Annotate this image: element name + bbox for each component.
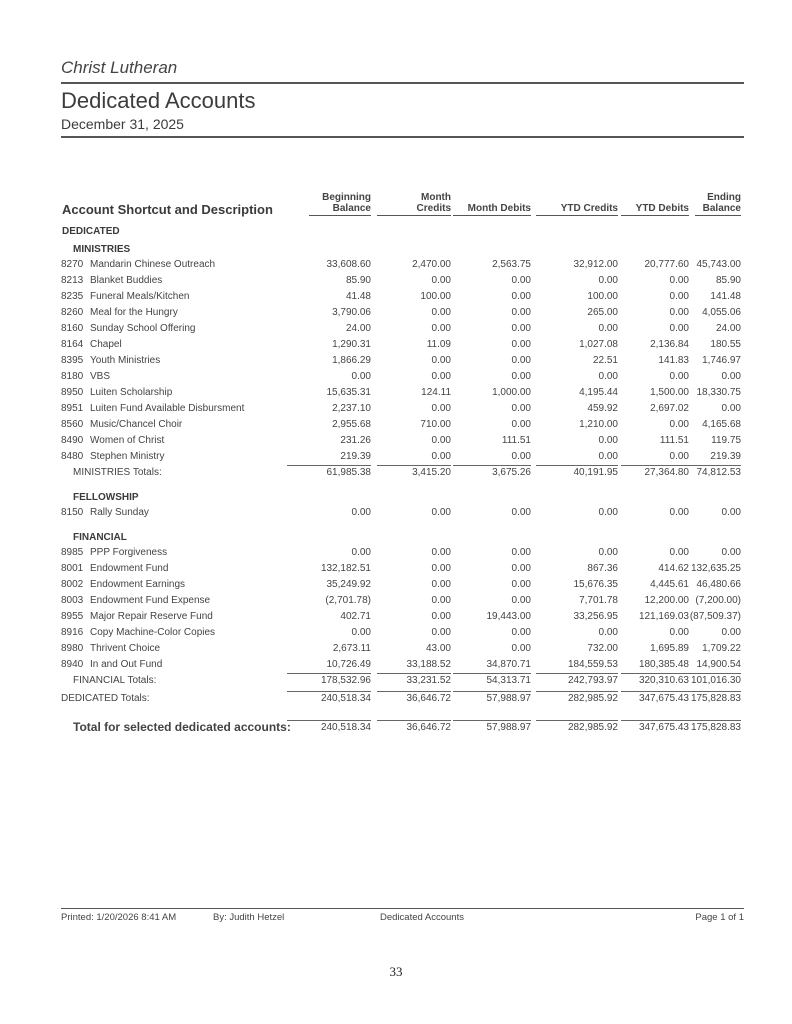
- amount-cell: 0.00: [669, 451, 689, 462]
- report-title: Dedicated Accounts: [61, 88, 256, 113]
- amount-cell: 0.00: [431, 507, 451, 518]
- column-header-month-debits: [453, 192, 531, 216]
- amount-cell: 0.00: [721, 507, 741, 518]
- amount-cell: 402.71: [340, 611, 371, 622]
- amount-cell: 0.00: [431, 595, 451, 606]
- group-heading: DEDICATED: [62, 226, 120, 237]
- group-totals-label: MINISTRIES Totals:: [73, 467, 162, 478]
- account-row: [61, 504, 741, 520]
- account-description: Endowment Earnings: [90, 579, 186, 590]
- amount-cell: 0.00: [431, 611, 451, 622]
- account-description: Endowment Fund Expense: [90, 595, 211, 606]
- amount-cell: 4,195.44: [579, 387, 618, 398]
- amount-cell: 0.00: [351, 507, 371, 518]
- amount-cell: 1,210.00: [579, 419, 618, 430]
- amount-cell: 121,169.03: [638, 611, 689, 622]
- account-code: 8985: [61, 547, 84, 558]
- account-row: [61, 368, 741, 384]
- account-code: 8003: [61, 595, 84, 606]
- amount-cell: 43.00: [425, 643, 451, 654]
- column-header-beginning-balance: [309, 192, 371, 216]
- account-code: 8560: [61, 419, 84, 430]
- group-heading: FINANCIAL: [73, 532, 127, 543]
- account-code: 8916: [61, 627, 84, 638]
- account-code: 8160: [61, 323, 84, 334]
- column-header-line2: Balance: [702, 203, 741, 214]
- amount-cell: 231.26: [340, 435, 371, 446]
- grand-totals-label: Total for selected dedicated accounts:: [73, 720, 291, 734]
- amount-cell: 0.00: [511, 323, 531, 334]
- amount-cell: 12,200.00: [644, 595, 689, 606]
- amount-cell: 710.00: [420, 419, 451, 430]
- account-description: Blanket Buddies: [90, 275, 163, 286]
- top-group-label: [61, 222, 741, 240]
- amount-cell: 11.09: [426, 339, 451, 350]
- amount-cell: 0.00: [598, 507, 618, 518]
- account-row: [61, 304, 741, 320]
- account-row: [61, 560, 741, 576]
- title-rule: [61, 136, 744, 138]
- account-description: PPP Forgiveness: [90, 547, 168, 558]
- account-column-header: Account Shortcut and Description: [62, 202, 273, 217]
- amount-cell: 33,256.95: [573, 611, 618, 622]
- account-description: Thrivent Choice: [90, 643, 161, 654]
- amount-cell: 0.00: [431, 579, 451, 590]
- amount-cell: 0.00: [721, 403, 741, 414]
- account-description: Meal for the Hungry: [90, 307, 178, 318]
- amount-cell: 41.48: [345, 291, 371, 302]
- grand-total-value: 347,675.43: [621, 720, 689, 733]
- amount-cell: 0.00: [598, 435, 618, 446]
- account-row: [61, 624, 741, 640]
- amount-cell: 0.00: [511, 403, 531, 414]
- amount-cell: 19,443.00: [486, 611, 531, 622]
- amount-cell: 4,165.68: [702, 419, 741, 430]
- amount-cell: 3,790.06: [332, 307, 371, 318]
- account-row: [61, 640, 741, 656]
- amount-cell: 100.00: [420, 291, 451, 302]
- account-row: [61, 416, 741, 432]
- column-header-line2: YTD Debits: [635, 203, 689, 214]
- amount-cell: 141.83: [658, 355, 689, 366]
- amount-cell: 0.00: [351, 371, 371, 382]
- group-totals-label: FINANCIAL Totals:: [73, 675, 157, 686]
- amount-cell: 0.00: [721, 547, 741, 558]
- amount-cell: 0.00: [431, 323, 451, 334]
- amount-cell: 0.00: [721, 371, 741, 382]
- amount-cell: 45,743.00: [696, 259, 741, 270]
- group-totals-row: [61, 672, 741, 688]
- account-description: Women of Christ: [90, 435, 165, 446]
- amount-cell: 0.00: [669, 291, 689, 302]
- amount-cell: 1,746.97: [702, 355, 741, 366]
- amount-cell: 10,726.49: [326, 659, 371, 670]
- amount-cell: 180.55: [710, 339, 741, 350]
- grand-total-value: 240,518.34: [287, 720, 371, 733]
- amount-cell: 0.00: [721, 627, 741, 638]
- account-row: [61, 448, 741, 464]
- amount-cell: 4,055.06: [702, 307, 741, 318]
- group-heading-row: [61, 240, 741, 256]
- amount-cell: 2,470.00: [412, 259, 451, 270]
- grand-total-value: 175,828.83: [671, 720, 741, 733]
- group-total-value: 242,793.97: [536, 673, 618, 686]
- group-heading: MINISTRIES: [73, 244, 131, 255]
- amount-cell: 0.00: [431, 435, 451, 446]
- account-code: 8480: [61, 451, 84, 462]
- amount-cell: 219.39: [340, 451, 371, 462]
- account-row: [61, 400, 741, 416]
- account-code: 8955: [61, 611, 84, 622]
- account-description: VBS: [90, 371, 111, 382]
- amount-cell: 2,237.10: [332, 403, 371, 414]
- amount-cell: 0.00: [669, 507, 689, 518]
- account-row: [61, 272, 741, 288]
- account-code: 8940: [61, 659, 84, 670]
- account-code: 8951: [61, 403, 84, 414]
- amount-cell: 24.00: [345, 323, 371, 334]
- group-totals-row: [61, 464, 741, 480]
- group-heading-row: [61, 480, 741, 504]
- column-header-ytd-credits: [536, 192, 618, 216]
- amount-cell: 1,709.22: [702, 643, 741, 654]
- grand-total-value: 57,988.97: [453, 720, 531, 733]
- amount-cell: 1,866.29: [332, 355, 371, 366]
- amount-cell: 33,608.60: [326, 259, 371, 270]
- amount-cell: 85.90: [345, 275, 371, 286]
- total-value: 57,988.97: [453, 691, 531, 704]
- amount-cell: 0.00: [511, 451, 531, 462]
- amount-cell: 0.00: [431, 355, 451, 366]
- total-value: 282,985.92: [536, 691, 618, 704]
- total-value: 36,646.72: [377, 691, 451, 704]
- account-code: 8395: [61, 355, 84, 366]
- amount-cell: 119.75: [711, 435, 741, 446]
- amount-cell: 0.00: [511, 371, 531, 382]
- amount-cell: 2,955.68: [332, 419, 371, 430]
- group-heading-row: [61, 520, 741, 544]
- column-header-month-credits: [377, 192, 451, 216]
- account-groups: [61, 240, 741, 688]
- account-description: Copy Machine-Color Copies: [90, 627, 216, 638]
- account-code: 8270: [61, 259, 84, 270]
- amount-cell: 0.00: [669, 323, 689, 334]
- column-header-line2: Balance: [332, 203, 371, 214]
- column-header-ending-balance: [695, 192, 741, 216]
- amount-cell: 141.48: [710, 291, 741, 302]
- amount-cell: 180,385.48: [638, 659, 689, 670]
- account-row: [61, 288, 741, 304]
- account-code: 8180: [61, 371, 84, 382]
- page-number: 33: [389, 964, 403, 979]
- amount-cell: 15,635.31: [326, 387, 371, 398]
- amount-cell: 1,000.00: [492, 387, 531, 398]
- table-header: [61, 192, 741, 222]
- amount-cell: 732.00: [587, 643, 618, 654]
- account-code: 8490: [61, 435, 84, 446]
- account-row: [61, 320, 741, 336]
- account-description: Luiten Scholarship: [90, 387, 173, 398]
- account-row: [61, 352, 741, 368]
- account-description: Sunday School Offering: [90, 323, 196, 334]
- account-code: 8150: [61, 507, 84, 518]
- group-total-value: 54,313.71: [453, 673, 531, 686]
- amount-cell: 0.00: [669, 275, 689, 286]
- column-header-line2: YTD Credits: [560, 203, 618, 214]
- totals-label: DEDICATED Totals:: [61, 693, 150, 704]
- account-description: Mandarin Chinese Outreach: [90, 259, 216, 270]
- amount-cell: 0.00: [598, 323, 618, 334]
- amount-cell: 0.00: [669, 419, 689, 430]
- account-description: Rally Sunday: [90, 507, 149, 518]
- grand-total-value: 282,985.92: [536, 720, 618, 733]
- amount-cell: 0.00: [351, 547, 371, 558]
- grand-totals-row: [61, 712, 741, 740]
- amount-cell: 132,635.25: [690, 563, 741, 574]
- amount-cell: 0.00: [431, 563, 451, 574]
- group-heading: FELLOWSHIP: [73, 492, 139, 503]
- amount-cell: 0.00: [511, 579, 531, 590]
- footer-rule: [61, 908, 744, 909]
- amount-cell: 85.90: [715, 275, 741, 286]
- total-value: 175,828.83: [671, 691, 741, 704]
- amount-cell: 124.11: [421, 387, 451, 398]
- account-code: 8260: [61, 307, 84, 318]
- column-header-ytd-debits: [621, 192, 689, 216]
- amount-cell: 100.00: [587, 291, 618, 302]
- account-code: 8213: [61, 275, 84, 286]
- account-description: Endowment Fund: [90, 563, 169, 574]
- account-description: In and Out Fund: [90, 659, 163, 670]
- amount-cell: 0.00: [511, 339, 531, 350]
- total-value: 347,675.43: [621, 691, 689, 704]
- amount-cell: 0.00: [431, 627, 451, 638]
- grand-total-value: 36,646.72: [377, 720, 451, 733]
- account-code: 8002: [61, 579, 84, 590]
- amount-cell: 1,290.31: [332, 339, 371, 350]
- footer-report-name: Dedicated Accounts: [380, 912, 464, 923]
- group-total-value: 320,310.63: [621, 673, 689, 686]
- amount-cell: 35,249.92: [326, 579, 371, 590]
- column-header-line1: Ending: [707, 192, 741, 203]
- account-row: [61, 608, 741, 624]
- amount-cell: 0.00: [598, 371, 618, 382]
- group-total-value: 27,364.80: [621, 465, 689, 478]
- amount-cell: 0.00: [598, 451, 618, 462]
- amount-cell: 34,870.71: [486, 659, 531, 670]
- amount-cell: 22.51: [592, 355, 618, 366]
- amount-cell: (87,509.37): [689, 611, 741, 622]
- amount-cell: 20,777.60: [644, 259, 689, 270]
- amount-cell: 7,701.78: [579, 595, 618, 606]
- group-total-value: 3,675.26: [453, 465, 531, 478]
- group-total-value: 61,985.38: [287, 465, 371, 478]
- column-header-line1: Month: [421, 192, 451, 203]
- account-row: [61, 256, 741, 272]
- amount-cell: 0.00: [431, 307, 451, 318]
- amount-cell: 4,445.61: [650, 579, 689, 590]
- amount-cell: 14,900.54: [696, 659, 741, 670]
- account-code: 8001: [61, 563, 84, 574]
- amount-cell: 0.00: [669, 371, 689, 382]
- account-row: [61, 336, 741, 352]
- account-row: [61, 544, 741, 560]
- amount-cell: 0.00: [351, 627, 371, 638]
- amount-cell: 0.00: [511, 627, 531, 638]
- account-code: 8235: [61, 291, 84, 302]
- account-description: Major Repair Reserve Fund: [90, 611, 213, 622]
- account-code: 8980: [61, 643, 84, 654]
- group-total-value: 3,415.20: [377, 465, 451, 478]
- amount-cell: 265.00: [587, 307, 618, 318]
- amount-cell: 0.00: [431, 403, 451, 414]
- amount-cell: 132,182.51: [320, 563, 371, 574]
- amount-cell: 32,912.00: [573, 259, 618, 270]
- amount-cell: 0.00: [511, 419, 531, 430]
- dedicated-totals-row: [61, 688, 741, 712]
- printed-by: By: Judith Hetzel: [213, 912, 285, 923]
- account-description: Stephen Ministry: [90, 451, 165, 462]
- group-total-value: 101,016.30: [671, 673, 741, 686]
- amount-cell: 867.36: [587, 563, 618, 574]
- amount-cell: 0.00: [511, 355, 531, 366]
- amount-cell: 0.00: [598, 627, 618, 638]
- account-row: [61, 592, 741, 608]
- amount-cell: 2,673.11: [332, 643, 371, 654]
- account-description: Music/Chancel Choir: [90, 419, 183, 430]
- amount-cell: 2,136.84: [650, 339, 689, 350]
- amount-cell: 0.00: [431, 275, 451, 286]
- organization-name: Christ Lutheran: [61, 58, 178, 77]
- account-description: Youth Ministries: [90, 355, 161, 366]
- amount-cell: 1,695.89: [650, 643, 689, 654]
- amount-cell: 0.00: [598, 547, 618, 558]
- account-description: Chapel: [90, 339, 122, 350]
- column-header-line2: Month Debits: [467, 203, 531, 214]
- amount-cell: 414.62: [658, 563, 689, 574]
- amount-cell: 24.00: [715, 323, 741, 334]
- amount-cell: 0.00: [669, 627, 689, 638]
- account-row: [61, 656, 741, 672]
- amount-cell: 219.39: [710, 451, 741, 462]
- amount-cell: 0.00: [598, 275, 618, 286]
- amount-cell: 0.00: [511, 563, 531, 574]
- amount-cell: (7,200.00): [695, 595, 741, 606]
- group-total-value: 74,812.53: [671, 465, 741, 478]
- account-row: [61, 384, 741, 400]
- amount-cell: 46,480.66: [696, 579, 741, 590]
- total-value: 240,518.34: [287, 691, 371, 704]
- report-date: December 31, 2025: [61, 116, 184, 132]
- column-header-line2: Credits: [416, 203, 451, 214]
- amount-cell: 18,330.75: [696, 387, 741, 398]
- amount-cell: 15,676.35: [573, 579, 618, 590]
- amount-cell: 0.00: [511, 307, 531, 318]
- amount-cell: 111.51: [501, 435, 531, 446]
- amount-cell: 0.00: [431, 451, 451, 462]
- amount-cell: 0.00: [511, 595, 531, 606]
- amount-cell: 2,563.75: [492, 259, 531, 270]
- group-total-value: 40,191.95: [536, 465, 618, 478]
- amount-cell: 0.00: [511, 643, 531, 654]
- group-total-value: 33,231.52: [377, 673, 451, 686]
- column-header-line1: Beginning: [322, 192, 371, 203]
- amount-cell: 0.00: [511, 507, 531, 518]
- amount-cell: 0.00: [511, 547, 531, 558]
- account-code: 8950: [61, 387, 84, 398]
- amount-cell: 0.00: [669, 547, 689, 558]
- group-total-value: 178,532.96: [287, 673, 371, 686]
- report-table: [61, 192, 741, 740]
- amount-cell: 1,500.00: [650, 387, 689, 398]
- amount-cell: 1,027.08: [579, 339, 618, 350]
- amount-cell: 0.00: [511, 291, 531, 302]
- amount-cell: 459.92: [587, 403, 618, 414]
- account-row: [61, 576, 741, 592]
- amount-cell: 184,559.53: [567, 659, 618, 670]
- printed-timestamp: Printed: 1/20/2026 8:41 AM: [61, 912, 177, 923]
- header-rule: [61, 82, 744, 84]
- amount-cell: 33,188.52: [406, 659, 451, 670]
- amount-cell: 0.00: [511, 275, 531, 286]
- amount-cell: (2,701.78): [325, 595, 371, 606]
- amount-cell: 2,697.02: [650, 403, 689, 414]
- account-description: Funeral Meals/Kitchen: [90, 291, 190, 302]
- amount-cell: 0.00: [431, 547, 451, 558]
- amount-cell: 0.00: [669, 307, 689, 318]
- account-description: Luiten Fund Available Disbursment: [90, 403, 245, 414]
- amount-cell: 111.51: [659, 435, 689, 446]
- account-code: 8164: [61, 339, 84, 350]
- page-indicator: Page 1 of 1: [695, 912, 744, 923]
- amount-cell: 0.00: [431, 371, 451, 382]
- account-row: [61, 432, 741, 448]
